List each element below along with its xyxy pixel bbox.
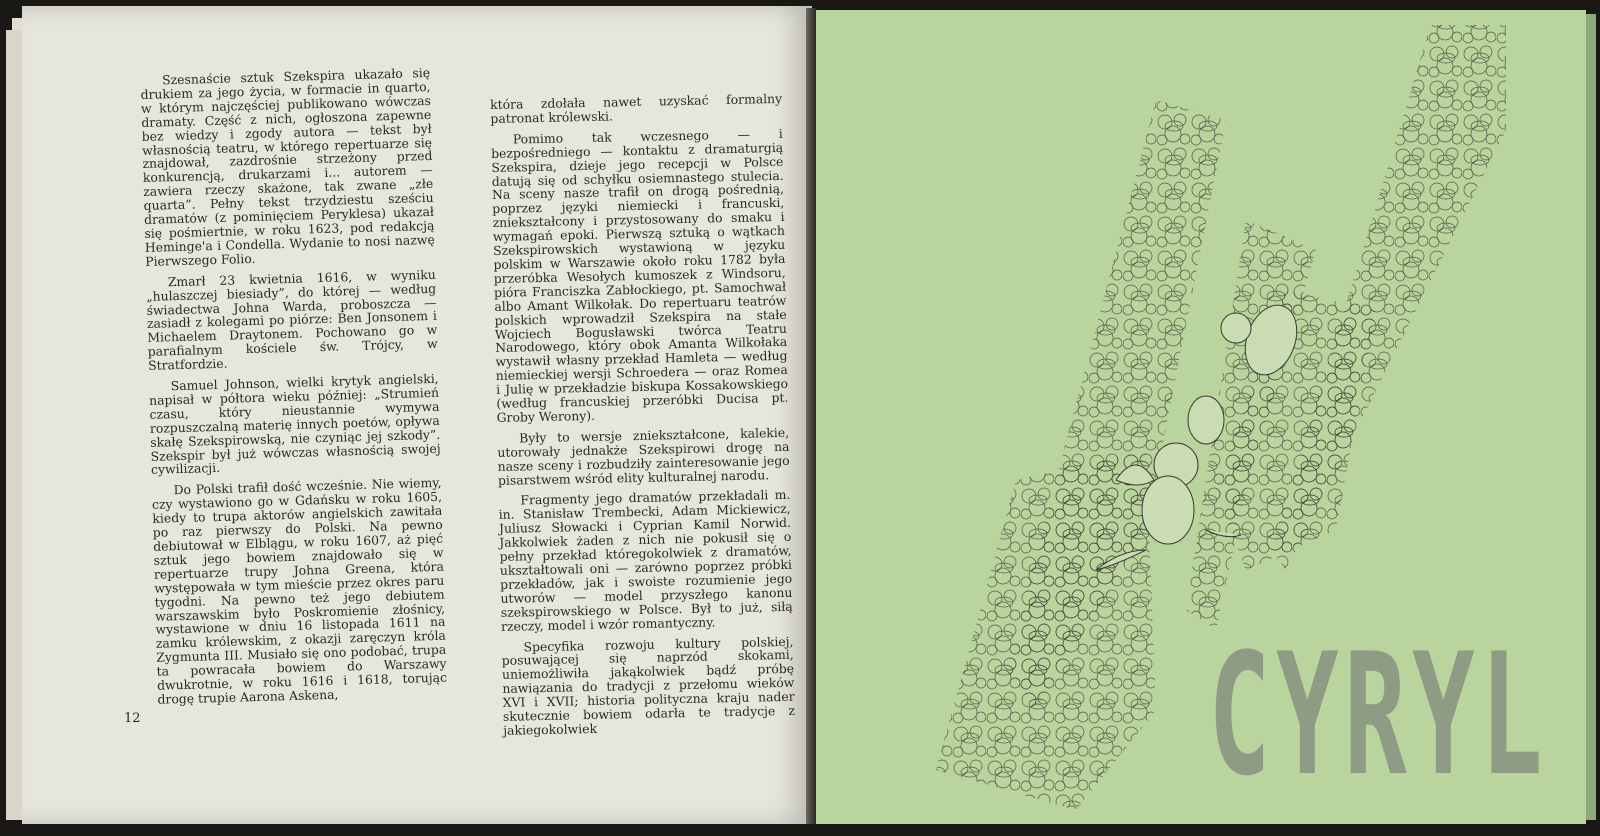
page-number: 12: [124, 711, 141, 726]
paragraph: Samuel Johnson, wielki krytyk angielski, napisał w półtora wieku później: „Strumień czasu, który nieustannie wymywa rozpuszczalną materię innych poetów, opływa skałę Szekspirowską, nie czyniąc jej szkody”. Szekspir był już wówczas własnością swojej cywilizacji.: [148, 370, 441, 478]
paragraph: Szesnaście sztuk Szekspira ukazało się drukiem za jego życia, w formacie in quarto, w którym najczęściej publikowano wówczas dramaty. Część z nich, ogłoszona zapewne bez wiedzy i zgody autora — tekst był własnością teatru, w którego repertuarze się znajdował, zazdrośnie strzeżony przed konkurencją, drukarzami i... autorem — zawiera rzeczy skażone, tak zwane „złe quarta”. Pełny tekst trzydziestu sześciu dramatów (z pominięciem Peryklesa) ukazał się pośmiertnie, w roku 1623, pod redakcją Heminge'a i Condella. Wydanie to nosi nazwę Pierwszego Folio.: [140, 64, 435, 269]
paragraph: która zdołała nawet uzyskać formalny patronat królewski.: [489, 90, 783, 126]
paragraph: Były to wersje zniekształcone, kalekie, utorowały jednakże Szekspirowi drogę na nasze sceny i rozbudziły zainteresowanie jego pisarstwem wśród elity kulturalnej narodu.: [497, 424, 790, 488]
paragraph: Fragmenty jego dramatów przekładali m. in. Stanisław Trembecki, Adam Mickiewicz, Juliusz Słowacki i Cyprian Kamil Norwid. Jakkolwiek żaden z nich nie pokusił się o pełny przekład któregokolwiek z dramatów, ukształtowali oni — zarówno poprzez próbki przekładów, jak i swoiste rozumienie jego utworów — model przyszłego kanonu szekspirowskiego w Polsce. Był to już, siłą rzeczy, model i wzór romantyczny.: [498, 487, 793, 634]
paragraph: Pomimo tak wczesnego — i bezpośredniego — kontaktu z dramaturgią Szekspira, dzieje jego recepcji w Polsce datują się od schyłku osiemnastego stulecia. Na sceny nasze trafił on drogą pośrednią, poprzez języki niemiecki i francuski, zniekształcony i przystosowany do smaku i wymagań epoki. Pierwszą sztuką o wątkach Szekspirowskich wystawioną w języku polskim w Warszawie około roku 1782 była przeróbka Wesołych kumoszek z Windsoru, pióra Franciszka Zabłockiego, pt. Samochwał albo Amant Wilkołak. Do repertuaru teatrów polskich wprowadził Szekspira na stałe Wojciech Bogusławski twórca Teatru Narodowego, który obok Amanta Wilkołaka wystawił własny przekład Hamleta — według niemieckiej wersji Schroedera — oraz Romea i Julię w przekładzie biskupa Kossakowskiego (według francuskiej przeróbki Ducisa pt. Groby Werony).: [490, 125, 789, 425]
text-column-right: [490, 92, 795, 745]
wordmark-letter: C: [1208, 617, 1271, 813]
right-page: [816, 10, 1586, 824]
wordmark-letter: Y: [1412, 617, 1475, 813]
paragraph: Specyfika rozwoju kultury polskiej, posuwającej się naprzód skokami, uniemożliwiła jakąkolwiek bądź próbę nawiązania do tradycji z przełomu wieków XVI i XVII; historia polityczna kraju nader skutecznie bowiem odarła te tradycje z jakiegokolwiek: [501, 633, 796, 738]
wordmark-letter: R: [1344, 617, 1407, 813]
paragraph: Do Polski trafił dość wcześnie. Nie wiemy, czy wystawiono go w Gdańsku w roku 1605, kiedy to trupa aktorów angielskich zawitała po raz pierwszy do Polski. Na pewno debiutował w Elblągu, w roku 1607, aż pięć sztuk jego bowiem znajdowało się w repertuarze trupy Johna Greena, która występowała w tym mieście przez okres paru tygodni. Na pewno też jego debiutem warszawskim było Poskromienie złośnicy, wystawione w dniu 16 listopada 1611 na zamku królewskim, z okazji zaręczyn króla Zygmunta III. Musiało się ono podobać, trupa ta powracała bowiem do Warszawy dwukrotnie, w roku 1616 i 1618, torując drogę trupie Aarona Askena,: [151, 475, 448, 707]
text-column-left: [140, 66, 448, 714]
cyryl-wordmark: [1208, 617, 1548, 813]
left-page: [22, 6, 812, 824]
book-gutter: [806, 8, 816, 824]
wordmark-letter: L: [1480, 617, 1543, 813]
paragraph: Zmarł 23 kwietnia 1616, w wyniku „hulaszczej biesiady”, do której — według świadectwa Johna Warda, proboszcza — zasiadł z kolegami po piórze: Ben Jonsonem i Michaelem Draytonem. Pochowano go w parafialnym kościele św. Trójcy, w Stratfordzie.: [145, 266, 438, 374]
page-edges: [1586, 14, 1596, 820]
wordmark-letter: Y: [1276, 617, 1339, 813]
